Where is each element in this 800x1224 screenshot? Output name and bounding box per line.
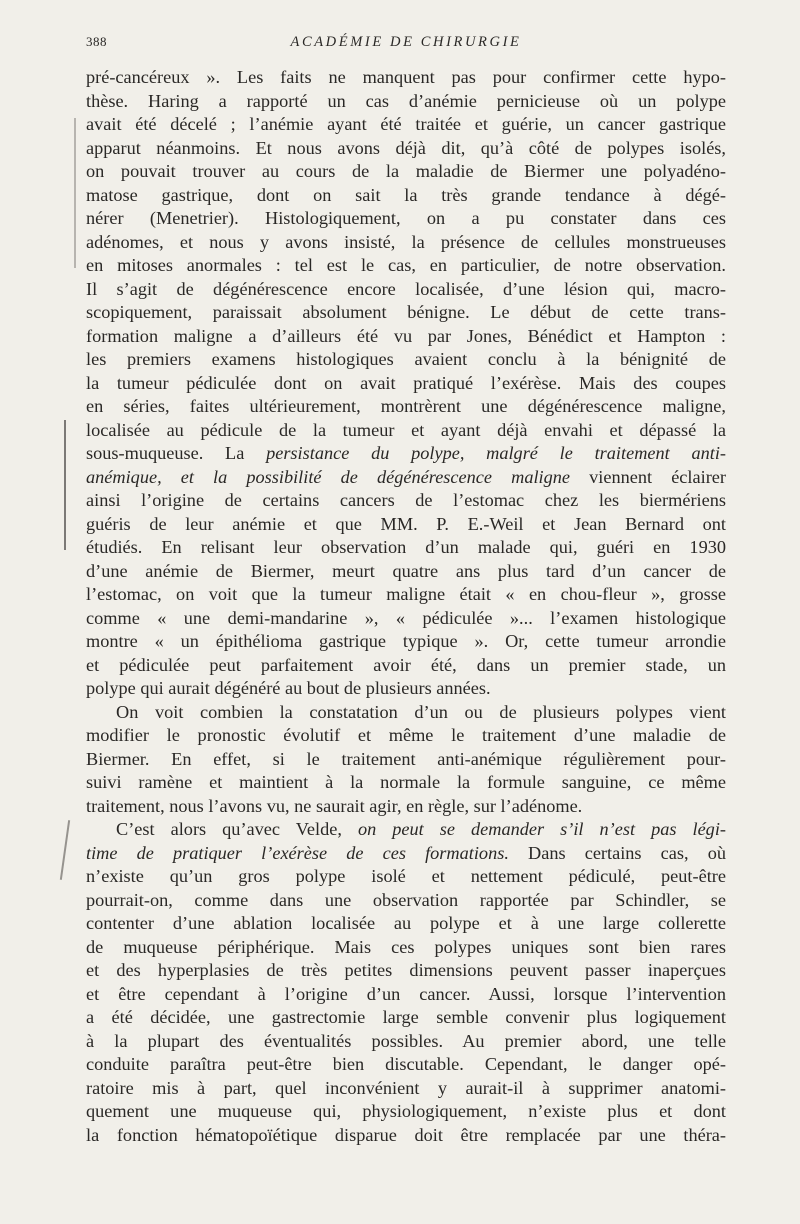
text-line: étudiés. En relisant leur observation d’un malade qui, guéri en 1930	[86, 537, 726, 557]
text-line: de muqueuse périphérique. Mais ces polypes uniques sont bien rares	[86, 936, 726, 957]
text-line: en mitoses anormales : tel est le cas, en particulier, de notre observation.	[86, 255, 726, 275]
text-line: la fonction hématopoïétique disparue doit être remplacée par une théra-	[86, 1124, 726, 1145]
text-line: en séries, faites ultérieurement, montrèrent une dégénérescence maligne,	[86, 396, 726, 416]
text-line: pré-cancéreux ». Les faits ne manquent pas pour confirmer cette hypo-	[86, 67, 726, 87]
text-line: et des hyperplasies de très petites dimensions peuvent passer inaperçues	[86, 960, 726, 980]
margin-mark-2	[64, 420, 66, 550]
text-line: formation maligne a d’ailleurs été vu par Jones, Bénédict et Hampton :	[86, 325, 726, 346]
text-line: localisée au pédicule de la tumeur et ayant déjà envahi et dépassé la	[86, 419, 726, 440]
text-line: à la plupart des éventualités possibles. Au premier abord, une telle	[86, 1030, 726, 1051]
text-line: pourrait-on, comme dans une observation rapportée par Schindler, se	[86, 889, 726, 910]
emphasis-text: anémique, et la possibilité de dégénérescence maligne	[86, 466, 571, 487]
emphasis-text: persistance du polype, malgré le traitement anti-	[266, 443, 726, 463]
text-line: traitement, nous l’avons vu, ne saurait agir, en règle, sur l’adénome.	[86, 795, 583, 816]
text-line: les premiers examens histologiques avaient conclu à la bénignité de	[86, 349, 726, 369]
text-line: adénomes, et nous y avons insisté, la présence de cellules monstrueuses	[86, 231, 726, 252]
text-line: modifier le pronostic évolutif et même le traitement d’une maladie de	[86, 725, 726, 745]
emphasis-text: time de pratiquer l’exérèse de ces formations.	[86, 842, 509, 863]
page-header	[86, 34, 726, 54]
text-line: ainsi l’origine de certains cancers de l’estomac chez les biermériens	[86, 490, 726, 510]
text-line: On voit combien la constatation d’un ou de plusieurs polypes vient	[116, 701, 726, 722]
text-line: comme « une demi-mandarine », « pédiculée »... l’examen histologique	[86, 607, 726, 628]
text-line: matose gastrique, dont on sait la très grande tendance à dégé-	[86, 184, 726, 205]
running-title: ACADÉMIE DE CHIRURGIE	[290, 34, 522, 50]
text-line: montre « un épithélioma gastrique typique ». Or, cette tumeur arrondie	[86, 631, 726, 651]
text-line: anémique, et la possibilité de dégénérescence maligne viennent éclairer	[86, 466, 726, 487]
page-number: 388	[86, 34, 107, 49]
text-line: Biermer. En effet, si le traitement anti-anémique régulièrement pour-	[86, 748, 726, 769]
text-line: nérer (Menetrier). Histologiquement, on a pu constater dans ces	[86, 208, 726, 228]
margin-mark-1	[74, 118, 76, 268]
margin-mark-3	[60, 820, 70, 880]
text-line: quement une muqueuse qui, physiologiquement, n’existe plus et dont	[86, 1101, 726, 1121]
text-line: ratoire mis à part, quel inconvénient y aurait-il à supprimer anatomi-	[86, 1077, 726, 1098]
text-line: l’estomac, on voit que la tumeur maligne était « en chou-fleur », grosse	[86, 584, 726, 604]
text-line: thèse. Haring a rapporté un cas d’anémie pernicieuse où un polype	[86, 90, 726, 111]
text-line: scopiquement, paraissait absolument bénigne. Le début de cette trans-	[86, 302, 726, 322]
text-line: Il s’agit de dégénérescence encore localisée, d’une lésion qui, macro-	[86, 278, 726, 299]
text-line: a été décidée, une gastrectomie large semble convenir plus logiquement	[86, 1007, 726, 1027]
text-line: d’une anémie de Biermer, meurt quatre ans plus tard d’un cancer de	[86, 560, 726, 581]
text-line: et être cependant à l’origine d’un cancer. Aussi, lorsque l’intervention	[86, 983, 726, 1004]
text-line: apparut néanmoins. Et nous avons déjà dit, qu’à côté de polypes isolés,	[86, 137, 726, 158]
text-line: time de pratiquer l’exérèse de ces formations. Dans certains cas, où	[86, 842, 726, 863]
text-line: avait été décelé ; l’anémie ayant été traitée et guérie, un cancer gastrique	[86, 114, 726, 134]
text-line: la tumeur pédiculée dont on avait pratiqué l’exérèse. Mais des coupes	[86, 372, 726, 393]
emphasis-text: on peut se demander s’il n’est pas légi-	[357, 819, 726, 839]
text-line: on pouvait trouver au cours de la maladie de Biermer une polyadéno-	[86, 161, 726, 181]
text-line: conduite paraîtra peut-être bien discutable. Cependant, le danger opé-	[86, 1054, 726, 1074]
text-line: et pédiculée peut parfaitement avoir été, dans un premier stade, un	[86, 654, 726, 675]
text-line: n’existe qu’un gros polype isolé et nettement pédiculé, peut-être	[86, 866, 726, 886]
text-line: suivi ramène et maintient à la normale la formule sanguine, ce même	[86, 772, 726, 792]
text-line: guéris de leur anémie et que MM. P. E.-Weil et Jean Bernard ont	[86, 513, 726, 534]
text-line: sous-muqueuse. La persistance du polype, malgré le traitement anti-	[86, 443, 726, 463]
text-line: contenter d’une ablation localisée au polype et à une large collerette	[86, 913, 726, 933]
text-line: C’est alors qu’avec Velde, on peut se demander s’il n’est pas légi-	[116, 819, 726, 839]
body-text	[86, 66, 726, 1147]
text-line: polype qui aurait dégénéré au bout de plusieurs années.	[86, 678, 491, 698]
